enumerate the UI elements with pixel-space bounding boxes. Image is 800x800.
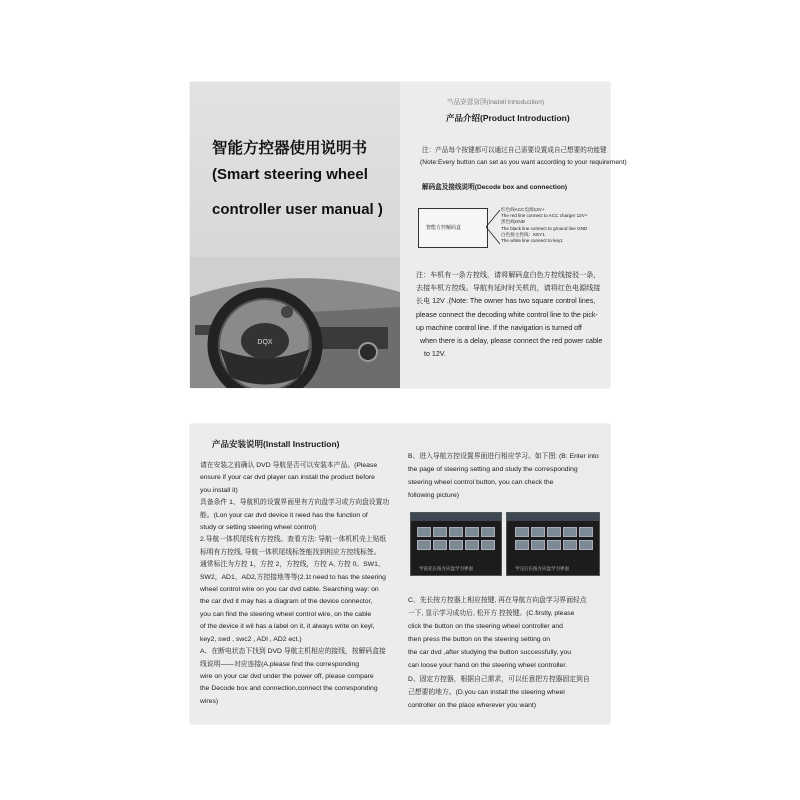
screen-key	[515, 527, 529, 537]
wire-label: 白色接主控线：KEY1	[501, 231, 545, 237]
install-line: the car dvd ,after studying the button successfully, you	[408, 649, 572, 657]
decode-box-diagram	[418, 208, 488, 248]
install-line: 标明有方控线, 导航一体机尾线标签能找到相应方控线标签。	[200, 548, 381, 556]
intro-line: up machine control line. If the navigation is turned off	[416, 323, 582, 332]
install-line: B、进入导航方控设置界面进行相应学习。如下图: (B: Enter into	[408, 453, 599, 460]
install-line: can loose your hand on the steering wheel controller.	[408, 662, 568, 670]
install-line: 2.导航一体机尾线有方控线。查看方法: 导航一体机机壳上贴纸	[200, 536, 387, 544]
install-line: following picture)	[408, 492, 459, 499]
intro-line: 长电 12V .(Note: The owner has two square control lines,	[416, 297, 596, 306]
wire-connector-lines	[486, 208, 500, 246]
install-step-b	[408, 450, 599, 502]
screen-key	[515, 540, 529, 550]
install-left-text	[200, 460, 389, 708]
install-steps-c-d	[408, 594, 590, 712]
product-intro-page	[400, 82, 627, 388]
manual-cover-sheet	[190, 82, 627, 388]
screen-key	[481, 540, 495, 550]
wire-label: The black line connect to ground line GND	[501, 225, 588, 231]
install-line: you can find the steering wheel control wire, on the cable	[200, 610, 372, 618]
intro-line: to 12V.	[424, 350, 446, 359]
cover-page	[190, 82, 400, 388]
screen-key	[449, 540, 463, 550]
install-line: 具备条件 1、导航机的设置界面里有方向盘学习或方向盘设置功	[200, 499, 390, 507]
decode-heading: 解码盒及接线说明(Decode box and connection)	[422, 184, 568, 191]
install-heading: 产品安装说明(Install Instruction)	[212, 439, 340, 449]
wire-label: The red line connect to ACC charger 12V+	[501, 213, 588, 219]
install-line: 请在安装之前确认 DVD 导航是否可以安装本产品。(Please	[200, 462, 378, 469]
screen-key	[563, 527, 577, 537]
screenshot-caption: 学前先长按方向盘学习界面	[419, 566, 473, 571]
install-line: 通常标注为方控 1，方控 2，方控线，方控 A, 方控 0。SW1、	[200, 561, 385, 569]
install-line: wire on your car dvd under the power off, please compare	[200, 672, 374, 680]
screenshot-caption: 学完后长按方向盘学习界面	[515, 566, 569, 571]
install-line: wires)	[200, 697, 219, 705]
install-line: ensure if your car dvd player can install the product before	[200, 474, 375, 482]
intro-note-cn: 注：产品每个按键都可以通过自己需要设置成自己想要的功能键	[422, 147, 607, 154]
install-line: study or setting steering wheel control)	[200, 524, 317, 532]
install-line: the car dvd it may has a diagram of the device connector,	[200, 598, 373, 606]
wire-label: 黑色线GND	[501, 219, 525, 225]
cover-title-cn: 智能方控器使用说明书	[212, 140, 368, 157]
screen-key	[417, 527, 431, 537]
wire-label: 红色线ACC电源12V+	[501, 207, 545, 212]
wire-labels	[501, 207, 587, 244]
install-line: 己想要的地方。(D.you can install the steering wheel	[408, 688, 565, 696]
install-line: of the device it wil has a label on it, it always write on keyl,	[200, 623, 375, 631]
screen-key	[465, 540, 479, 550]
install-line: D、固定方控器，根据自己需求，可以任意把方控器固定到自	[408, 675, 590, 683]
cover-title-en-1: (Smart steering wheel	[212, 166, 368, 183]
screen-key	[433, 527, 447, 537]
screen-key	[531, 527, 545, 537]
decode-box-label: 智能方控解码盒	[426, 225, 462, 231]
install-line: steering wheel control button, you can check the	[408, 479, 554, 486]
steering-setup-screenshot-after	[506, 512, 600, 576]
intro-note-en: (Note:Every button can set as you want according to your requirement)	[420, 159, 627, 166]
wire-label: The white line connect to key1	[501, 238, 563, 244]
screen-key	[465, 527, 479, 537]
screen-key	[481, 527, 495, 537]
screen-key	[449, 527, 463, 537]
cover-title-en-2: controller user manual )	[212, 201, 383, 218]
intro-heading: 产品介绍(Product Introduction)	[446, 113, 570, 123]
install-instruction-sheet	[190, 424, 610, 724]
install-line: C、先长按方控器上相应按键, 再在导航方向盘学习界面轻点	[408, 597, 587, 604]
wheel-logo: DQX	[257, 339, 273, 346]
install-line: the page of steering setting and study the corresponding	[408, 466, 578, 473]
install-line: then press the button on the steering setting on	[408, 636, 551, 644]
install-line: A、在断电状态下找到 DVD 导航主机相应的接线，按解码盒接	[200, 648, 386, 656]
screen-title-bar	[411, 513, 501, 521]
screen-key	[417, 540, 431, 550]
install-right-page	[400, 424, 610, 724]
install-line: SW2，AD1、AD2,方控接地等等(2.1t need to has the steering	[200, 573, 386, 581]
screen-key	[579, 527, 593, 537]
install-line: the Decode box and connection,connect the corresponding	[200, 685, 378, 693]
intro-line: 去接车机方控线。导航有延时时关机的，请将红色电源线接	[416, 284, 601, 293]
screen-key	[579, 540, 593, 550]
intro-line: please connect the decoding white control line to the pick-	[416, 310, 598, 319]
install-line: click the button on the steering wheel controller and	[408, 623, 563, 631]
steering-wheel-photo	[190, 257, 400, 388]
screen-key	[433, 540, 447, 550]
intro-line: when there is a delay, please connect the red power cable	[420, 337, 603, 346]
install-left-page	[190, 424, 400, 724]
screen-title-bar	[507, 513, 599, 521]
install-line: controller on the place wherever you want)	[408, 701, 537, 709]
screen-key	[547, 540, 561, 550]
screen-key	[563, 540, 577, 550]
install-line: 线说明——对应连接(A.please find the corresponding	[200, 660, 360, 668]
screen-key	[531, 540, 545, 550]
intro-body	[416, 269, 602, 361]
screen-key	[547, 527, 561, 537]
steering-setup-screenshot-before	[410, 512, 502, 576]
install-line: you install it)	[200, 486, 238, 494]
install-line: 一下, 显示学习成功后, 松开方 控按键。(C.firstly, please	[408, 610, 575, 618]
mirrored-header: (noitcubortnl lletanl)明说装安品产	[447, 99, 545, 106]
intro-line: 注：车机有一条方控线，请将解码盒白色方控线接驳一条，	[416, 271, 601, 279]
install-line: wheel control wire on you car dvd cable. Searching way: on	[200, 586, 379, 594]
install-line: key2, swd , swc2 , ADI , AD2 ect.)	[200, 635, 302, 643]
install-line: 能。(Lon your car dvd device it need has the function of	[200, 511, 368, 519]
